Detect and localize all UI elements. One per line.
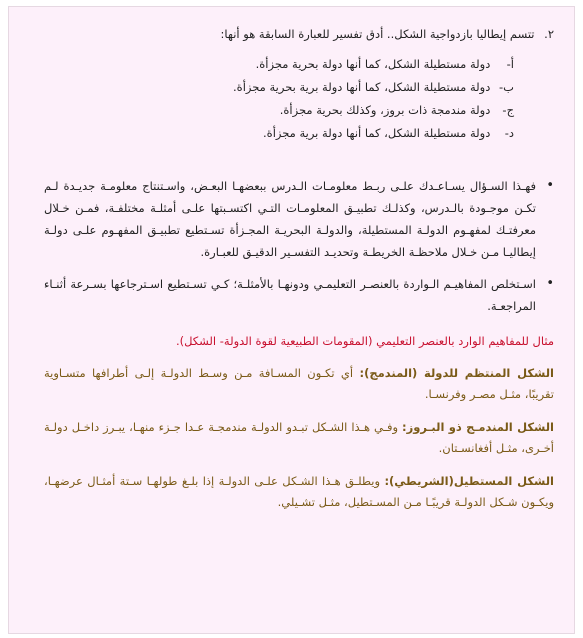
question-number: ٢. bbox=[544, 27, 554, 41]
bullet-item bbox=[44, 175, 554, 263]
option-letter: د- bbox=[504, 126, 514, 140]
option-text: دولة مندمجة ذات بروز، وكذلك بحرية مجزأة. bbox=[279, 103, 491, 117]
definition-text: ويطلـق هـذا الشـكل علـى الدولـة إذا بلـغ طولهـا سـتة أمثـال عرضهـا، ويكـون شـكل الدولـة قريبًـا مـن المسـتطيل، مثـل تشـيلي. bbox=[44, 474, 554, 509]
question bbox=[34, 25, 554, 43]
bullet-text: فهـذا السـؤال يسـاعـدك علـى ربـط معلومـات الـدرس ببعضهـا البعـض، واسـتنتاج معلومـة جديـدة لـم تكـن موجـودة بالـدرس، وكذلـك تطبيـق المعلومـات التـي اكتسـبتها علـى أمثلـة مختلفـة، فمـن خـلال معرفتـك لمفهـوم الدولـة المستطيلة، والدولـة البحريـة المجـزأة تسـتطيع تطبيـق المفهـوم علـى دولـة إيطاليـا مـن خـلال ملاحظـة الخريطـة وتحديـد التفسـير الدقيـق للعبـارة. bbox=[44, 179, 536, 259]
notes bbox=[44, 175, 554, 513]
bullet-icon: • bbox=[546, 178, 554, 193]
definition-term: الشكل المندمـج ذو البـروز: bbox=[401, 420, 554, 434]
option-text: دولة مستطيلة الشكل، كما أنها دولة بحرية مجزأة. bbox=[255, 57, 491, 71]
definition-term: الشكل المستطيل(الشريطي): bbox=[384, 474, 554, 488]
option-d bbox=[34, 122, 514, 145]
definition-text: أي تكـون المسـافة مـن وسـط الدولـة إلـى أطرافها متسـاوية تقريبًا، مثـل مصـر وفرنسـا. bbox=[44, 366, 554, 401]
example-heading: مثال للمفاهيم الوارد بالعنصر التعليمي (المقومات الطبيعية لقوة الدولة- الشكل). bbox=[175, 334, 554, 348]
bullet-text: اسـتخلص المفاهيـم الـواردة بالعنصـر التعليمـي ودونهـا بالأمثلـة؛ كـي تسـتطيع اسـترجاعها بسـرعة أثنـاء المراجعـة. bbox=[44, 277, 536, 313]
option-text: دولة مستطيلة الشكل، كما أنها دولة برية مجزأة. bbox=[263, 126, 491, 140]
option-text: دولة مستطيلة الشكل، كما أنها دولة برية بحرية مجزأة. bbox=[233, 80, 491, 94]
option-letter: ب- bbox=[499, 80, 514, 94]
question-text: تتسم إيطاليا بازدواجية الشكل.. أدق تفسير للعبارة السابقة هو أنها: bbox=[220, 27, 535, 41]
option-letter: أ- bbox=[506, 57, 514, 71]
definition bbox=[44, 417, 554, 459]
options-list bbox=[34, 53, 514, 145]
option-a bbox=[34, 53, 514, 76]
definition-text: وفـي هـذا الشـكل تبـدو الدولـة مندمجـة عـدا جـزء منهـا، يبـرز داخـل دولـة أخـرى، مثـل أفغانسـتان. bbox=[44, 420, 554, 455]
definition bbox=[44, 363, 554, 405]
definition bbox=[44, 471, 554, 513]
definition-term: الشكل المنتظم للدولة (المندمج): bbox=[359, 366, 554, 380]
option-letter: ج- bbox=[502, 103, 514, 117]
bullet-icon: • bbox=[546, 276, 554, 291]
content-panel bbox=[8, 6, 575, 634]
bullet-item bbox=[44, 273, 554, 317]
option-b bbox=[34, 76, 514, 99]
option-c bbox=[34, 99, 514, 122]
